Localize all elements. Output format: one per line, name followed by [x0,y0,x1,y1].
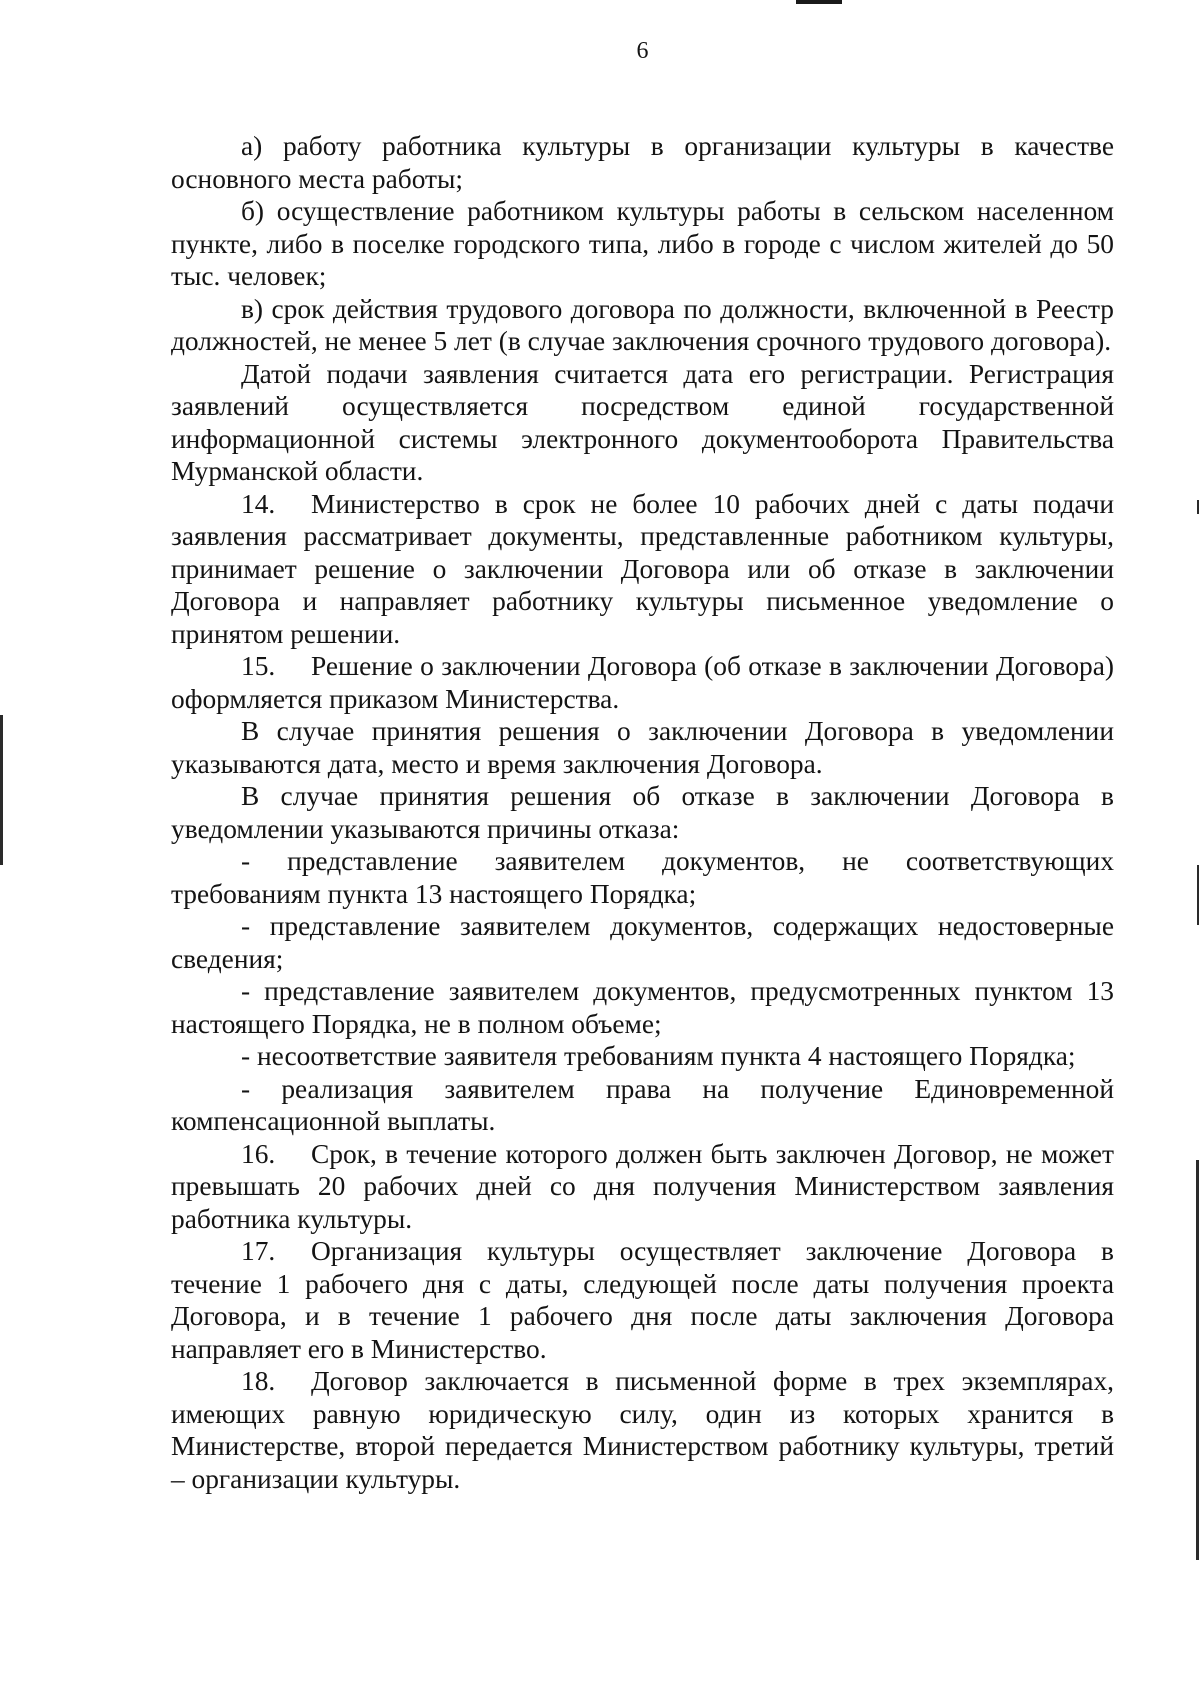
paragraph-text: - представление заявителем документов, не соответствующих требованиям пункта 13 настоящего Порядка; [171,846,1114,909]
scan-edge-mark [1196,1160,1199,1560]
paragraph-text: В случае принятия решения об отказе в заключении Договора в уведомлении указываются причины отказа: [171,781,1114,844]
paragraph-text: Организация культуры осуществляет заключение Договора в течение 1 рабочего дня с даты, следующей после даты получения проекта Договора, и в течение 1 рабочего дня после даты заключения Договора направляет его в Министерство. [171,1236,1114,1364]
scan-mark [796,0,842,4]
paragraph-text: - несоответствие заявителя требованиям пункта 4 настоящего Порядка; [241,1041,1076,1071]
paragraph-text: Договор заключается в письменной форме в трех экземплярах, имеющих равную юридическую силу, один из которых хранится в Министерстве, второй передается Министерством работнику культуры, третий – организации культуры. [171,1366,1114,1494]
list-item [171,910,1114,975]
numbered-paragraph [171,1138,1114,1236]
paragraph-number: 15. [241,651,276,681]
document-body [171,130,1114,1495]
paragraph-number: 16. [241,1138,276,1169]
paragraph-number: 18. [241,1366,276,1396]
paragraph [171,293,1114,358]
paragraph-number: 17. [241,1236,276,1266]
paragraph-text: Министерство в срок не более 10 рабочих дней с даты подачи заявления рассматривает документы, представленные работником культуры, принимает решение о заключении Договора или об отказе в заключении Договора и направляет работнику культуры письменное уведомление о принятом решении. [171,488,1114,649]
paragraph [171,715,1114,780]
paragraph-text: а) работу работника культуры в организации культуры в качестве основного места работы; [171,131,1114,194]
paragraph-text: В случае принятия решения о заключении Договора в уведомлении указываются дата, место и время заключения Договора. [171,716,1114,779]
scan-edge-mark [1197,500,1199,514]
paragraph-text: в) срок действия трудового договора по должности, включенной в Реестр должностей, не менее 5 лет (в случае заключения срочного трудового договора). [171,293,1114,356]
list-item [171,1073,1114,1138]
paragraph-text: Решение о заключении Договора (об отказе в заключении Договора) оформляется приказом Министерства. [171,651,1114,714]
numbered-paragraph [171,488,1114,651]
numbered-paragraph [171,1235,1114,1365]
list-item [171,975,1114,1040]
paragraph [171,358,1114,488]
numbered-paragraph [171,650,1114,715]
paragraph-text: б) осуществление работником культуры работы в сельском населенном пункте, либо в поселке городского типа, либо в городе с числом жителей до 50 тыс. человек; [171,196,1114,291]
paragraph [171,195,1114,293]
list-item [171,1040,1114,1073]
paragraph-text: Датой подачи заявления считается дата его регистрации. Регистрация заявлений осуществляется посредством единой государственной информационной системы электронного документооборота Правительства Мурманской области. [171,358,1114,486]
paragraph-text: - реализация заявителем права на получение Единовременной компенсационной выплаты. [171,1073,1114,1136]
list-item [171,845,1114,910]
scan-edge-mark [0,715,3,865]
paragraph-text: - представление заявителем документов, содержащих недостоверные сведения; [171,911,1114,974]
paragraph-text: - представление заявителем документов, предусмотренных пунктом 13 настоящего Порядка, не в полном объеме; [171,976,1114,1039]
scan-edge-mark [1197,865,1199,925]
paragraph-text: Срок, в течение которого должен быть заключен Договор, не может превышать 20 рабочих дней со дня получения Министерством заявления работника культуры. [171,1138,1114,1234]
paragraph [171,780,1114,845]
numbered-paragraph [171,1365,1114,1495]
paragraph [171,130,1114,195]
paragraph-number: 14. [241,488,276,519]
page-number: 6 [636,38,649,64]
